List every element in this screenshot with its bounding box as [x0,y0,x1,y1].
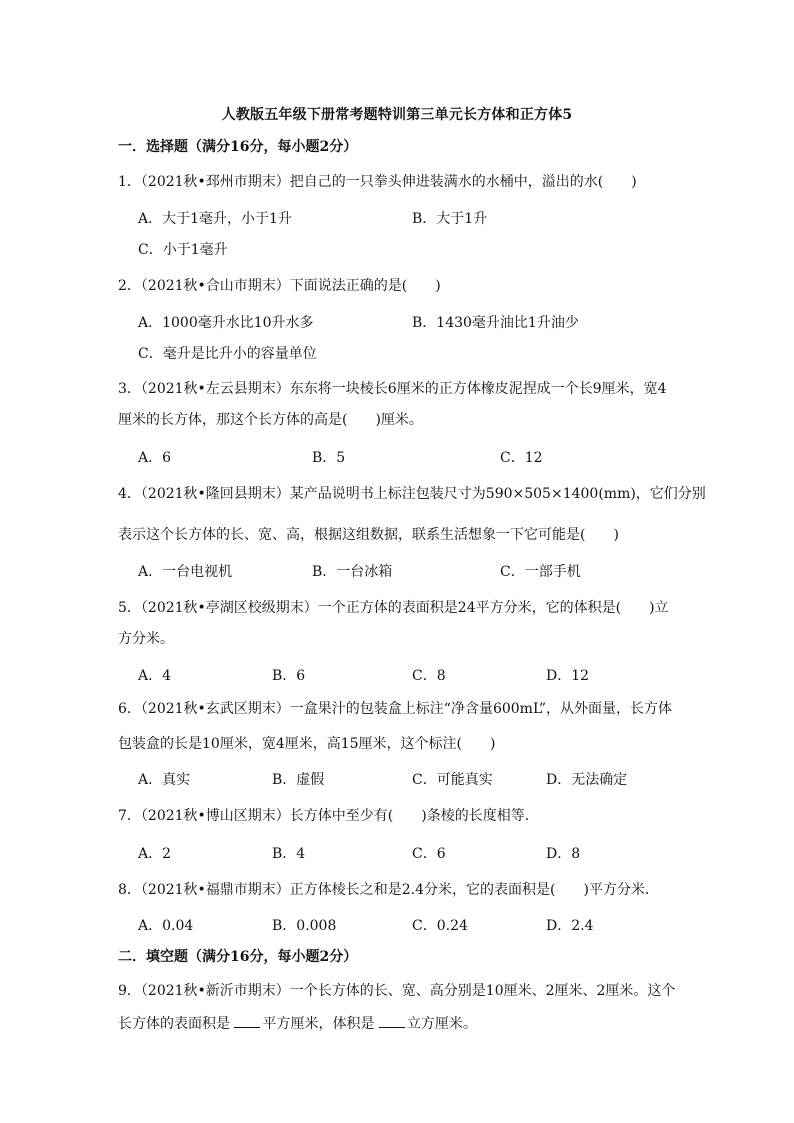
question-8-option-c: C．0.24 [412,918,468,934]
question-2-option-b: B．1430毫升油比1升油少 [412,315,579,331]
question-5-option-d: D．12 [546,668,590,684]
question-9-text-part-3: 立方厘米。 [406,1016,477,1032]
question-9-text-part-1: 长方体的表面积是 [118,1016,235,1032]
question-5-option-a: A．4 [138,668,172,684]
question-9-text-part-2: 平方厘米，体积是 [262,1016,379,1032]
question-6-option-a: A．真实 [138,772,191,788]
question-7-option-d: D．8 [546,846,581,862]
question-6-option-c: C．可能真实 [412,772,493,788]
question-1-option-a: A．大于1毫升，小于1升 [138,211,292,227]
question-5-option-c: C．8 [412,668,446,684]
question-4-option-a: A．一台电视机 [138,564,233,580]
question-3-option-b: B．5 [312,450,346,466]
question-2-option-c: C．毫升是比升小的容量单位 [138,346,317,362]
question-8-option-d: D．2.4 [546,918,594,934]
question-7-option-b: B．4 [272,846,306,862]
question-9-line-2 [118,1013,477,1033]
question-7-text: 7．（2021秋•博山区期末）长方体中至少有( )条棱的长度相等． [118,808,539,824]
question-2-option-a: A．1000毫升水比10升水多 [138,315,314,331]
question-7-option-a: A．2 [138,846,172,862]
question-4-line-2: 表示这个长方体的长、宽、高，根据这组数据，联系生活想象一下它可能是( ) [118,527,619,543]
question-1-option-c: C．小于1毫升 [138,242,228,258]
section-heading-fill-blank: 二．填空题（满分16分，每小题2分） [118,949,358,965]
question-1-option-b: B．大于1升 [412,211,488,227]
question-8-option-b: B．0.008 [272,918,337,934]
question-4-line-1: 4．（2021秋•隆回县期末）某产品说明书上标注包装尺寸为590×505×1400(mm)，它们分别 [118,486,706,502]
question-8-text: 8．（2021秋•福鼎市期末）正方体棱长之和是2.4分米，它的表面积是( )平方分米． [118,882,659,898]
section-heading-choice: 一．选择题（满分16分，每小题2分） [118,139,358,155]
answer-blank-surface-area[interactable] [234,1015,260,1028]
question-4-option-b: B．一台冰箱 [312,564,393,580]
question-3-option-a: A．6 [138,450,172,466]
question-5-line-1: 5．（2021秋•亭湖区校级期末）一个正方体的表面积是24平方分米，它的体积是( )立 [118,600,669,616]
question-6-option-b: B．虚假 [272,772,325,788]
question-2-text: 2．（2021秋•合山市期末）下面说法正确的是( ) [118,278,441,294]
document-title: 人教版五年级下册常考题特训第三单元长方体和正方体5 [221,107,573,123]
question-1-text: 1．（2021秋•邳州市期末）把自己的一只拳头伸进装满水的水桶中，溢出的水( ) [118,174,637,190]
question-3-line-2: 厘米的长方体，那这个长方体的高是( )厘米。 [118,412,423,428]
question-8-option-a: A．0.04 [138,918,194,934]
question-9-line-1: 9．（2021秋•新沂市期末）一个长方体的长、宽、高分别是10厘米、2厘米、2厘米。这个 [118,983,676,999]
question-6-option-d: D．无法确定 [546,772,628,788]
question-3-line-1: 3．（2021秋•左云县期末）东东将一块棱长6厘米的正方体橡皮泥捏成一个长9厘米，宽4 [118,381,667,397]
question-5-option-b: B．6 [272,668,306,684]
question-5-line-2: 方分米。 [118,631,174,647]
question-6-line-2: 包装盒的长是10厘米，宽4厘米，高15厘米，这个标注( ) [118,736,496,752]
question-7-option-c: C．6 [412,846,446,862]
answer-blank-volume[interactable] [379,1015,405,1028]
question-4-option-c: C．一部手机 [500,564,581,580]
question-3-option-c: C．12 [500,450,543,466]
question-6-line-1: 6．（2021秋•玄武区期末）一盒果汁的包装盒上标注“净含量600mL”，从外面量，长方体 [118,701,673,717]
